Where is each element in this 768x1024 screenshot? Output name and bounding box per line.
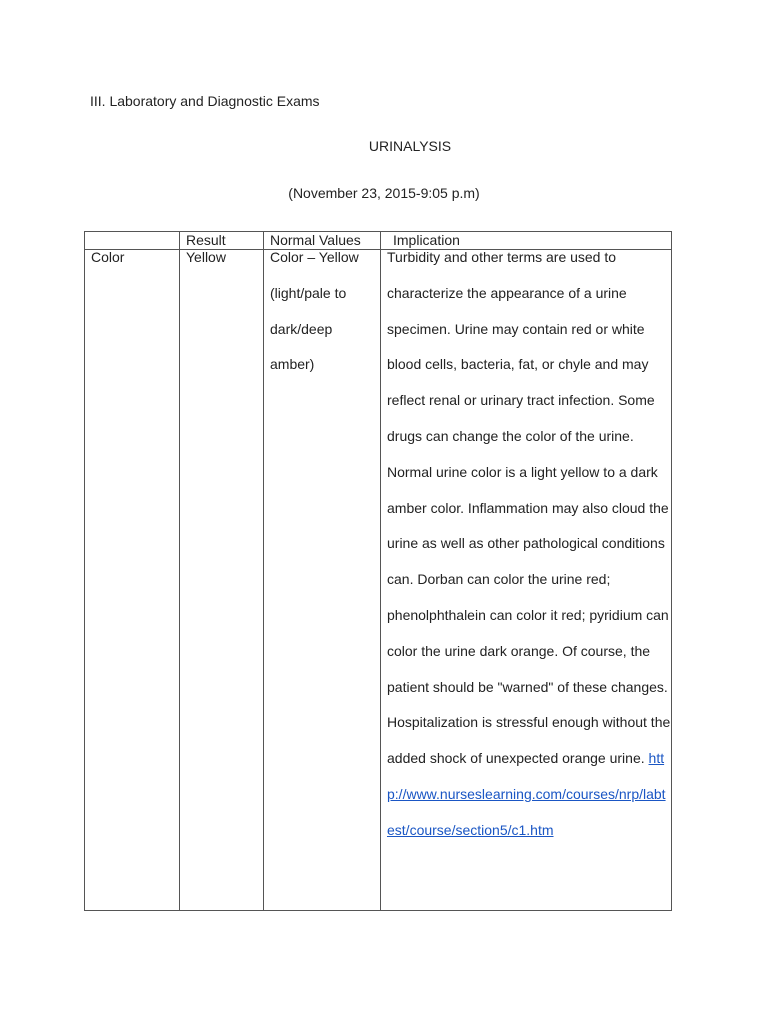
cell-normal-values [264, 250, 381, 911]
reference-link[interactable]: http://www.nurseslearning.com/courses/nrp/labtest/course/section5/c1.htm [387, 750, 666, 838]
implication-text: Turbidity and other terms are used to characterize the appearance of a urine specimen. Urine may contain red or white blood cells, bacteria, fat, or chyle and may reflect renal or urinary tract infection. Some drugs can change the color of the urine. Normal urine color is a light yellow to a dark amber color. Inflammation may also cloud the urine as well as other pathological conditions can. Dorban can color the urine red; phenolphthalein can color it red; pyridium can color the urine dark orange. Of course, the patient should be "warned" of these changes. Hospitalization is stressful enough without the added shock of unexpected orange urine. [387, 249, 671, 767]
cell-result [180, 250, 264, 911]
cell-test [85, 250, 180, 911]
result-value: Yellow [186, 249, 226, 265]
cell-implication [381, 250, 672, 911]
header-normal-values: Normal Values [264, 232, 381, 250]
section-heading: III. Laboratory and Diagnostic Exams [90, 93, 320, 109]
header-implication: Implication [381, 232, 672, 250]
normal-values-text: Color – Yellow (light/pale to dark/deep amber) [270, 249, 359, 373]
document-title: URINALYSIS [368, 138, 452, 154]
test-name: Color [91, 249, 125, 265]
table-row [85, 250, 672, 911]
exam-date [0, 185, 768, 201]
urinalysis-table [84, 231, 672, 911]
header-result: Result [180, 232, 264, 250]
exam-date-text: (November 23, 2015-9:05 p.m) [288, 185, 480, 201]
